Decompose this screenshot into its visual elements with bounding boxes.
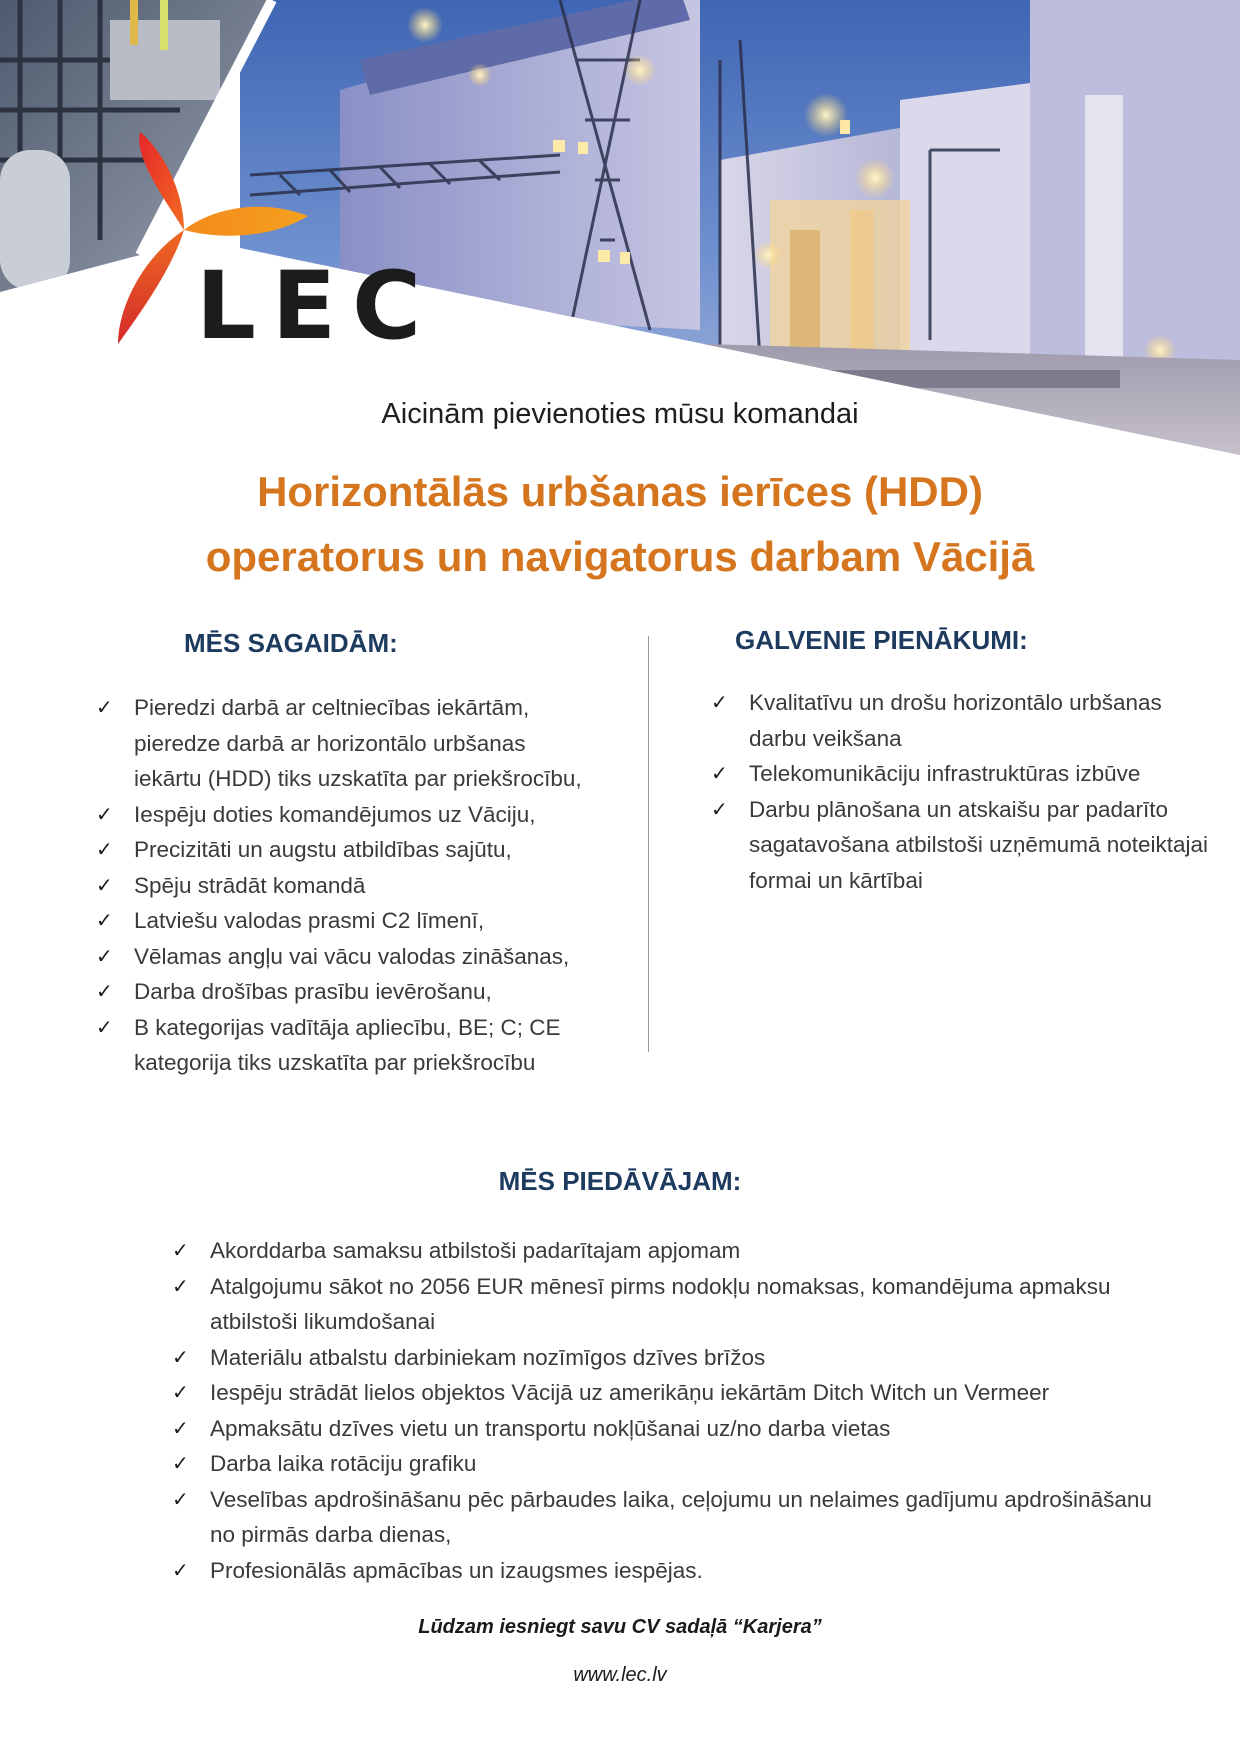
checkmark-icon: ✓ — [96, 801, 113, 826]
list-item: ✓ Darbu plānošana un atskaišu par padarīto sagatavošana atbilstoši uzņēmumā noteiktajai formai un kārtībai — [711, 792, 1221, 899]
checkmark-icon: ✓ — [96, 1014, 113, 1039]
duties-heading: GALVENIE PIENĀKUMI: — [735, 625, 1028, 655]
checkmark-icon: ✓ — [711, 796, 728, 821]
list-item: ✓ Precizitāti un augstu atbildības sajūtu, — [96, 832, 596, 868]
logo-wordmark: LEC — [196, 252, 438, 361]
list-item: ✓ Atalgojumu sākot no 2056 EUR mēnesī pirms nodokļu nomaksas, komandējuma apmaksu atbilstoši likumdošanai — [172, 1269, 1172, 1340]
list-item: ✓ Pieredzi darbā ar celtniecības iekārtām, pieredze darbā ar horizontālo urbšanas iekārtu (HDD) tiks uzskatīta par priekšrocību, — [96, 690, 596, 797]
list-item: ✓ Latviešu valodas prasmi C2 līmenī, — [96, 903, 596, 939]
checkmark-icon: ✓ — [172, 1415, 189, 1440]
list-item: ✓ Profesionālās apmācības un izaugsmes iespējas. — [172, 1553, 1172, 1589]
checkmark-icon: ✓ — [96, 943, 113, 968]
list-item: ✓ Vēlamas angļu vai vācu valodas zināšanas, — [96, 939, 596, 975]
checkmark-icon: ✓ — [711, 690, 728, 714]
job-title-line-1: Horizontālās urbšanas ierīces (HDD) — [257, 468, 983, 515]
list-item: ✓ Telekomunikāciju infrastruktūras izbūve — [711, 756, 1221, 792]
checkmark-icon: ✓ — [96, 979, 113, 1003]
checkmark-icon: ✓ — [172, 1344, 189, 1369]
requirements-heading: MĒS SAGAIDĀM: — [184, 628, 398, 658]
offer-list — [172, 1233, 1172, 1588]
list-item: ✓ Kvalitatīvu un drošu horizontālo urbšanas darbu veikšana — [711, 685, 1221, 756]
list-item: ✓ Veselības apdrošināšanu pēc pārbaudes laika, ceļojumu un nelaimes gadījumu apdrošināšanu no pirmās darba dienas, — [172, 1482, 1172, 1553]
website-link[interactable]: www.lec.lv — [573, 1664, 667, 1686]
checkmark-icon: ✓ — [711, 761, 728, 785]
checkmark-icon: ✓ — [172, 1238, 189, 1262]
intro-text: Aicinām pievienoties mūsu komandai — [381, 398, 859, 430]
checkmark-icon: ✓ — [96, 872, 113, 897]
list-item: ✓ Materiālu atbalstu darbiniekam nozīmīgos dzīves brīžos — [172, 1340, 1172, 1376]
job-title-line-2: operatorus un navigatorus darbam Vācijā — [205, 533, 1035, 580]
duties-list — [711, 685, 1221, 898]
list-item: ✓ Iespēju doties komandējumos uz Vāciju, — [96, 797, 596, 833]
checkmark-icon: ✓ — [172, 1486, 189, 1511]
list-item: ✓ Darba drošības prasību ievērošanu, — [96, 974, 596, 1010]
checkmark-icon: ✓ — [172, 1273, 189, 1298]
list-item: ✓ Akorddarba samaksu atbilstoši padarītajam apjomam — [172, 1233, 1172, 1269]
checkmark-icon: ✓ — [172, 1451, 189, 1475]
list-item: ✓ Darba laika rotāciju grafiku — [172, 1446, 1172, 1482]
checkmark-icon: ✓ — [96, 837, 113, 861]
checkmark-icon: ✓ — [172, 1557, 189, 1582]
list-item: ✓ Spēju strādāt komandā — [96, 868, 596, 904]
list-item: ✓ B kategorijas vadītāja apliecību, BE; C; CE kategorija tiks uzskatīta par priekšrocību — [96, 1010, 596, 1081]
column-divider — [648, 636, 649, 1052]
checkmark-icon: ✓ — [172, 1380, 189, 1404]
checkmark-icon: ✓ — [96, 908, 113, 932]
requirements-list — [96, 690, 596, 1081]
offer-heading: MĒS PIEDĀVĀJAM: — [498, 1166, 742, 1196]
checkmark-icon: ✓ — [96, 695, 113, 719]
cv-submission-note: Lūdzam iesniegt savu CV sadaļā “Karjera” — [418, 1616, 822, 1638]
list-item: ✓ Apmaksātu dzīves vietu un transportu nokļūšanai uz/no darba vietas — [172, 1411, 1172, 1447]
list-item: ✓ Iespēju strādāt lielos objektos Vācijā uz amerikāņu iekārtām Ditch Witch un Vermeer — [172, 1375, 1172, 1411]
